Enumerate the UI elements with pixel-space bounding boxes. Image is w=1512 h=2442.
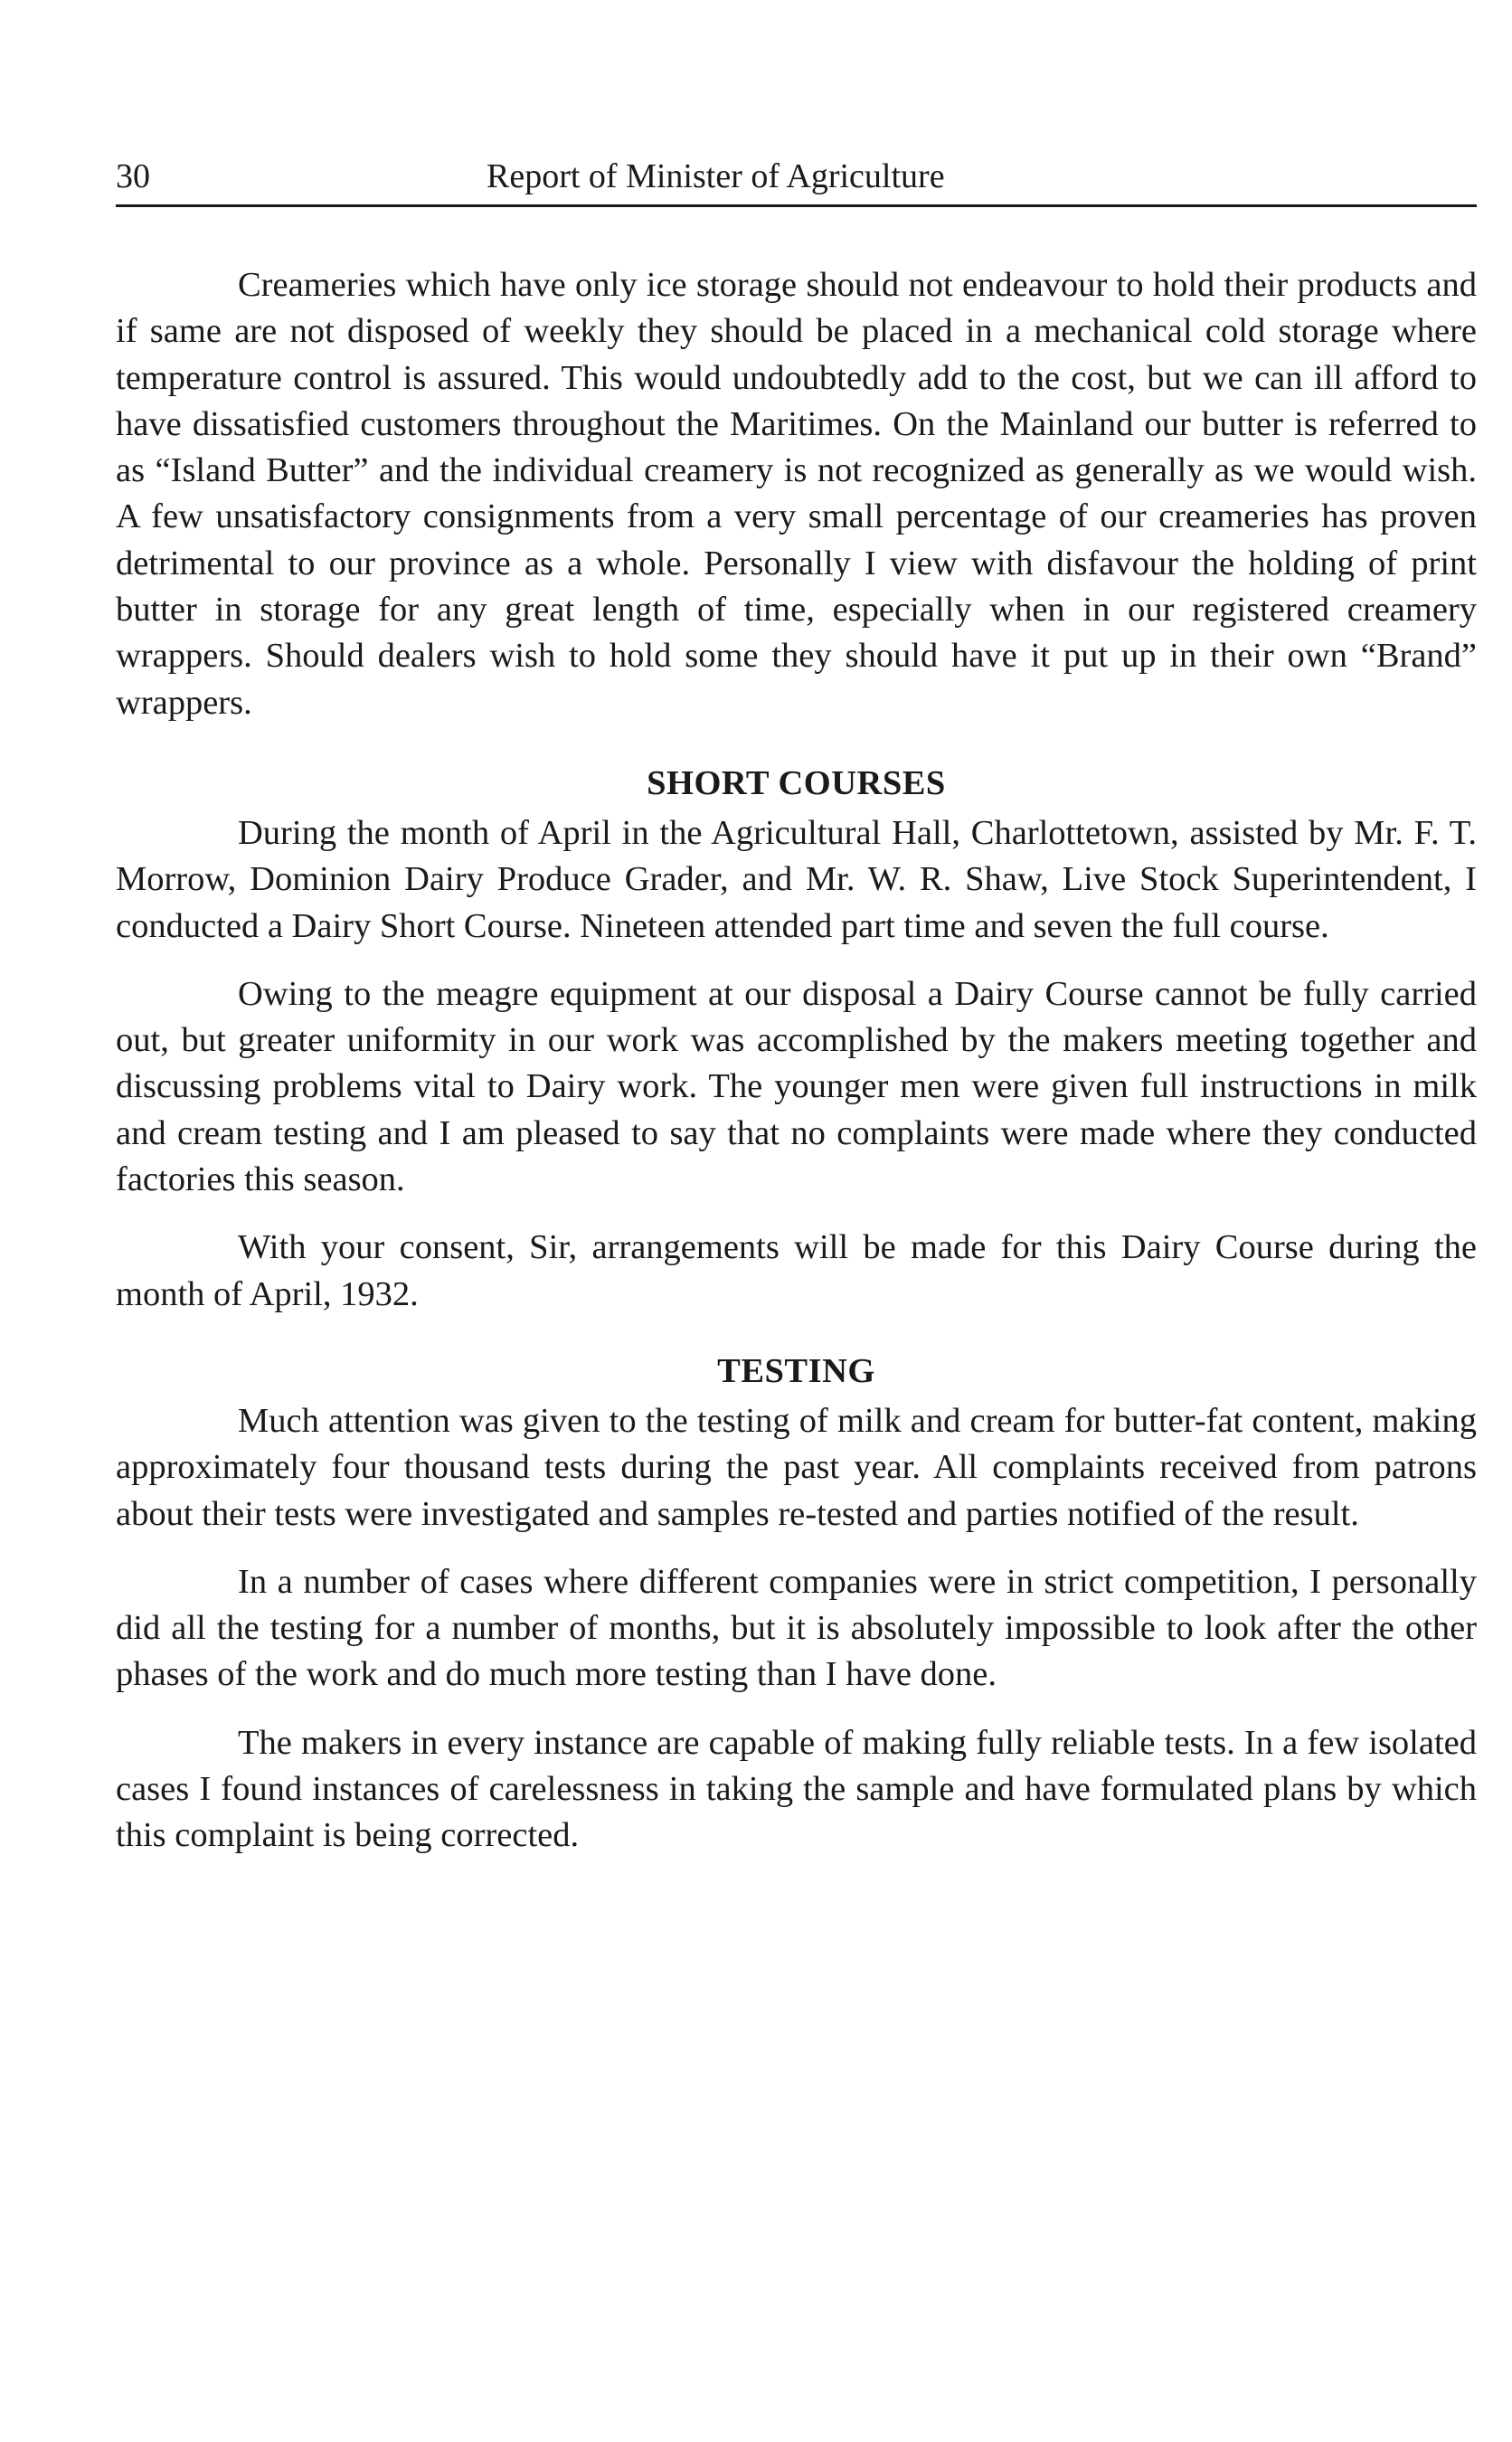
section-heading-testing: TESTING bbox=[717, 1351, 875, 1390]
body-text bbox=[116, 262, 1477, 1860]
paragraph-reliable-tests: The makers in every instance are capable of making fully reliable tests. In a few isolated cases I found instances of carelessness in taking the sample and have formulated plans by which this complaint is being corrected. bbox=[116, 1723, 1477, 1855]
paragraph-dairy-short-course: During the month of April in the Agricultural Hall, Charlottetown, assisted by Mr. F. T. Morrow, Dominion Dairy Produce Grader, and Mr. W. R. Shaw, Live Stock Superintendent, I conducted a Dairy Short Course. Nineteen attended part time and seven the full course. bbox=[116, 813, 1477, 945]
paragraph-consent: With your consent, Sir, arrangements will be made for this Dairy Course during the month of April, 1932. bbox=[116, 1228, 1477, 1313]
paragraph-equipment: Owing to the meagre equipment at our disposal a Dairy Course cannot be fully carried out, but greater uniformity in our work was accomplished by the makers meeting together and discussing problems vital to Dairy work. The younger men were given full instructions in milk and cream testing and I am pleased to say that no complaints were made where they conducted factories this season. bbox=[116, 974, 1477, 1199]
running-title: Report of Minister of Agriculture bbox=[487, 157, 945, 195]
header-rule bbox=[116, 204, 1477, 207]
page-number: 30 bbox=[116, 157, 150, 195]
paragraph-competition: In a number of cases where different companies were in strict competition, I personally did all the testing for a number of months, but it is absolutely impossible to look after the other phases of the work and do much more testing than I have done. bbox=[116, 1562, 1477, 1694]
paragraph-cold-storage: Creameries which have only ice storage should not endeavour to hold their products and if same are not disposed of weekly they should be placed in a mechanical cold storage where temperature control is assured. This would undoubtedly add to the cost, but we can ill afford to have dissatisfied customers throughout the Maritimes. On the Mainland our butter is referred to as “Island Butter” and the individual creamery is not recognized as generally as we would wish. A few unsatisfactory consignments from a very small percentage of our creameries has proven detrimental to our province as a whole. Personally I view with disfavour the holding of print butter in storage for any great length of time, especially when in our registered creamery wrappers. Should dealers wish to hold some they should have it put up in their own “Brand” wrappers. bbox=[116, 266, 1477, 722]
section-heading-short-courses: SHORT COURSES bbox=[647, 763, 946, 802]
running-header bbox=[116, 149, 1481, 204]
paragraph-butter-fat-testing: Much attention was given to the testing of milk and cream for butter-fat content, making approximately four thousand tests during the past year. All complaints received from patrons about their tests were investigated and samples re-tested and parties notified of the result. bbox=[116, 1401, 1477, 1533]
